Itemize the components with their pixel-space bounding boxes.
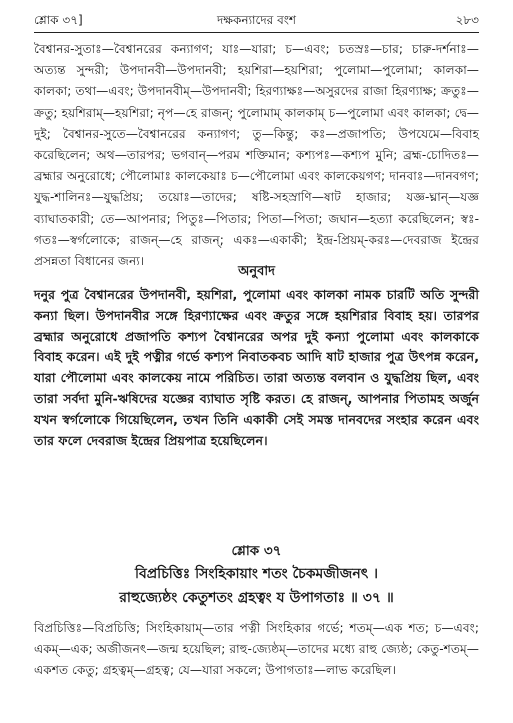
header-rule xyxy=(34,32,479,33)
page-header xyxy=(34,10,479,32)
synonyms-paragraph: বৈশ্বানর-সুতাঃ—বৈশ্বানরের কন্যাগণ; যাঃ—যারা; চ—এবং; চতস্রঃ—চার; চারু-দর্শনাঃ—অত্যন্ত সুন্দরী; উপদানবী—উপদানবী; হয়শিরা—হয়শিরা; পুলোমা—পুলোমা; কালকা—কালকা; তথা—এবং; উপদানবীম্—উপদানবী; হিরণ্যাক্ষঃ—অসুরদের রাজা হিরণ্যাক্ষ; ক্রতুঃ—ক্রতু; হয়শিরাম্—হয়শিরা; নৃপ—হে রাজন্; পুলোমাম্ কালকাম্ চ—পুলোমা এবং কালকা; দ্বে—দুই; বৈশ্বানর-সুতে—বৈশ্বানরের কন্যাগণ; তু—কিন্তু; কঃ—প্রজাপতি; উপযেমে—বিবাহ করেছিলেন; অথ—তারপর; ভগবান্—পরম শক্তিমান; কশ্যপঃ—কশ্যপ মুনি; ব্রহ্ম-চোদিতঃ—ব্রহ্মার অনুরোধে; পৌলোমাঃ কালকেয়াঃ চ—পৌলোমা এবং কালকেয়গণ; দানবাঃ—দানবগণ; যুদ্ধ-শালিনঃ—যুদ্ধপ্রিয়; তয়োঃ—তাদের; ষষ্টি-সহস্রাণি—ষাট হাজার; যজ্ঞ-ঘ্নান্—যজ্ঞ ব্যাঘাতকারী; তে—আপনার; পিতুঃ—পিতার; পিতা—পিতা; জঘান—হত্যা করেছিলেন; স্বঃ-গতঃ—স্বর্গলোকে; রাজন্—হে রাজন্; একঃ—একাকী; ইন্দ্র-প্রিয়ম্-করঃ—দেবরাজ ইন্দ্রের প্রসন্নতা বিধানের জন্য। xyxy=(34,42,479,269)
verse-heading: শ্লোক ৩৭ xyxy=(231,543,282,559)
header-chapter-title: দক্ষকন্যাদের বংশ xyxy=(216,13,297,27)
header-verse-ref: শ্লোক ৩৭] xyxy=(34,13,83,27)
translation-heading: অনুবাদ xyxy=(238,264,275,279)
verse-synonyms-paragraph: বিপ্রচিত্তিঃ—বিপ্রচিত্তি; সিংহিকায়াম্—তার পত্নী সিংহিকার গর্ভে; শতম্—এক শত; চ—এবং; একম্—এক; অজীজনৎ—জন্ম হয়েছিল; রাহু-জ্যেষ্ঠম্—তাদের মধ্যে রাহু জ্যেষ্ঠ; কেতু-শতম্—একশত কেতু; গ্রহত্বম্—গ্রহত্ব; যে—যারা সকলে; উপাগতাঃ—লাভ করেছিল। xyxy=(34,621,479,678)
translation-paragraph: দনুর পুত্র বৈশ্বানরের উপদানবী, হয়শিরা, পুলোমা এবং কালকা নামক চারটি অতি সুন্দরী কন্যা ছিল। উপদানবীর সঙ্গে হিরণ্যাক্ষের এবং ক্রতুর সঙ্গে হয়শিরার বিবাহ হয়। তারপর ব্রহ্মার অনুরোধে প্রজাপতি কশ্যপ বৈশ্বানরের অপর দুই কন্যা পুলোমা এবং কালকাকে বিবাহ করেন। এই দুই পত্নীর গর্ভে কশ্যপ নিবাতকবচ আদি ষাট হাজার পুত্র উৎপন্ন করেন, যারা পৌলোমা এবং কালকেয় নামে পরিচিত। তারা অত্যন্ত বলবান ও যুদ্ধপ্রিয় ছিল, এবং তারা সর্বদা মুনি-ঋষিদের যজ্ঞের ব্যাঘাত সৃষ্টি করত। হে রাজন্, আপনার পিতামহ অর্জুন যখন স্বর্গলোকে গিয়েছিলেন, তখন তিনি একাকী সেই সমস্ত দানবদের সংহার করেন এবং তার ফলে দেবরাজ ইন্দ্রের প্রিয়পাত্র হয়েছিলেন। xyxy=(34,287,479,448)
verse-line-1: বিপ্রচিত্তিঃ সিংহিকায়াং শতং চৈকমজীজনৎ । xyxy=(134,566,379,582)
verse-line-2: রাহুজ্যেষ্ঠং কেতুশতং গ্রহত্বং য উপাগতাঃ ॥ ৩৭ ॥ xyxy=(119,590,394,606)
header-page-number: ২৮৩ xyxy=(455,13,479,27)
